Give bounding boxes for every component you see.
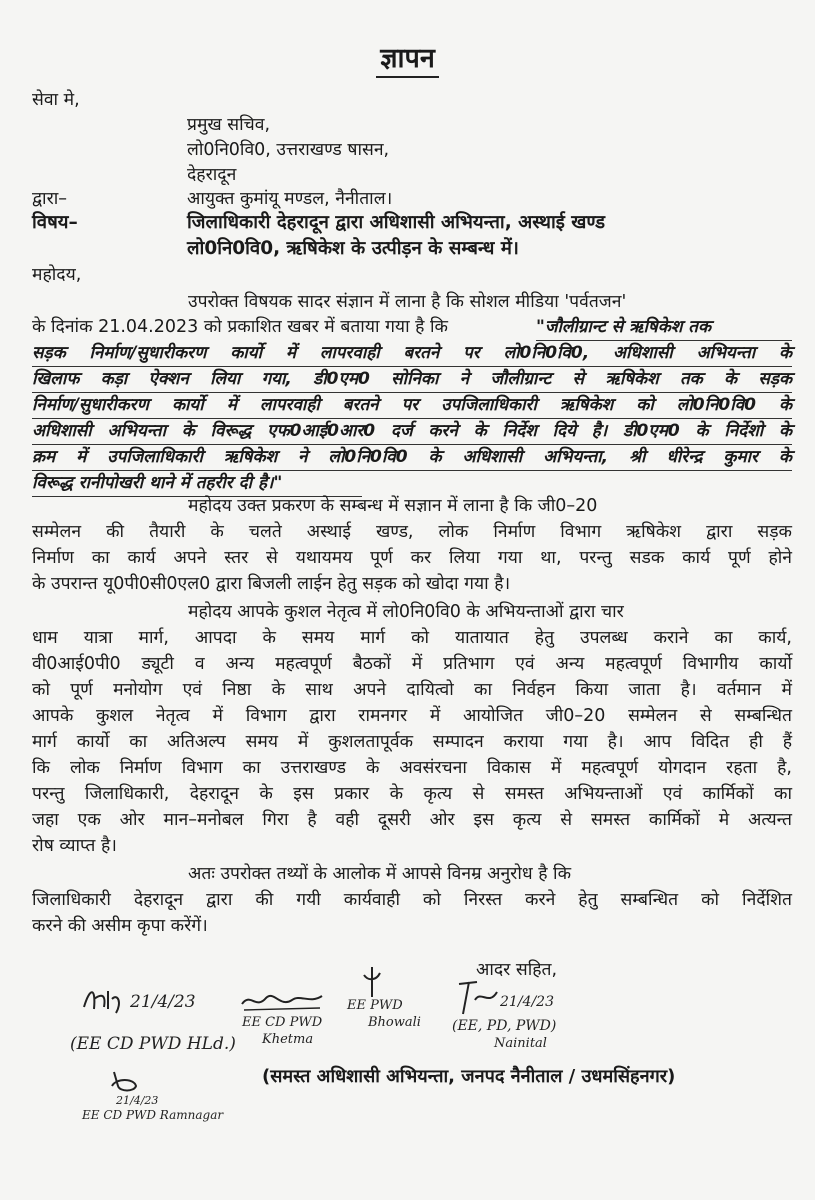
addressee-line-1: प्रमुख सचिव, [187, 115, 271, 135]
para4-line: अतः उपरोक्त तथ्यों के आलोक में आपसे विनम्र अनुरोध है कि [188, 864, 572, 884]
para2-line: महोदय उक्त प्रकरण के सम्बन्ध में सज्ञान में लाना है कि जी0–20 [188, 496, 598, 516]
signature-label: EE PWD [347, 998, 403, 1013]
quote-underline [32, 366, 792, 367]
closing: आदर सहित, [476, 960, 558, 980]
dwara-label: द्वारा– [32, 189, 68, 209]
subject-line-2: लो0नि0वि0, ऋषिकेश के उत्पीड़न के सम्बन्ध में। [187, 238, 519, 259]
subject-label: विषय– [32, 212, 78, 233]
quote-line: "जौलीग्रान्ट से ऋषिकेश तक [536, 317, 712, 337]
quote-line: सड़क निर्माण/सुधारीकरण कार्यो में लापरवाही बरतने पर लो0नि0वि0, अधिशासी अभियन्ता के [32, 343, 792, 363]
addressee-line-3: देहरादून [187, 165, 237, 185]
signature-scribble [455, 978, 500, 1018]
para3-line: कि लोक निर्माण विभाग का उत्तराखण्ड के अवसंरचना विकास में महत्वपूर्ण योगदान रहता है, [32, 758, 792, 778]
para2-line: सम्मेलन की तैयारी के चलते अस्थाई खण्ड, लोक निर्माण विभाग ऋषिकेश द्वारा सड़क [32, 522, 792, 542]
quote-underline [32, 418, 792, 419]
para3-line: महोदय आपके कुशल नेतृत्व में लो0नि0वि0 के अभियन्ताओं द्वारा चार [188, 602, 624, 622]
quote-line: क्रम में उपजिलाधिकारी ऋषिकेश ने लो0नि0वि0 के अधिशासी अभियन्ता, श्री धीरेन्द्र कुमार के [32, 447, 792, 467]
signature-label: EE CD PWD Ramnagar [82, 1108, 224, 1122]
dwara-value: आयुक्त कुमांयू मण्डल, नैनीताल। [187, 189, 393, 209]
page-title: ज्ञापन [0, 38, 815, 75]
quote-line: विरूद्ध रानीपोखरी थाने में तहरीर दी है।" [32, 473, 283, 493]
signature-place: Khetma [262, 1032, 314, 1047]
para3-line: परन्तु जिलाधिकारी, देहरादून के इस प्रकार के कृत्य से समस्त अभियन्ताओं एवं कार्मिकों का [32, 784, 792, 804]
quote-underline [32, 444, 792, 445]
signature-label: (EE, PD, PWD) [452, 1018, 557, 1034]
quote-line: अधिशासी अभियन्ता के विरूद्ध एफ0आई0आर0 दर्ज करने के निर्देश दिये है। डी0एम0 के निर्देशो के [32, 421, 792, 441]
signature-scribble [240, 990, 325, 1012]
para4-line: जिलाधिकारी देहरादून द्वारा की गयी कार्यवाही को निरस्त करने हेतु सम्बन्धित को निर्देशित [32, 890, 792, 910]
signature-date: 21/4/23 [130, 992, 196, 1012]
seva-me-label: सेवा मे, [32, 90, 80, 110]
quote-underline [32, 392, 792, 393]
quote-line: खिलाफ कड़ा ऐक्शन लिया गया, डी0एम0 सोनिका ने जौलीग्रान्ट से ऋषिकेश तक के सड़क [32, 369, 792, 389]
para1-line: के दिनांक 21.04.2023 को प्रकाशित खबर में बताया गया है कि [32, 317, 448, 337]
quote-underline [536, 340, 792, 341]
signature-date: 21/4/23 [116, 1094, 159, 1107]
signature-place: Bhowali [368, 1015, 421, 1030]
signature-scribble [362, 965, 382, 999]
signature-label: (EE CD PWD HLd.) [70, 1034, 236, 1054]
para2-line: निर्माण का कार्य अपने स्तर से यथायमय पूर्ण कर लिया गया था, परन्तु सडक कार्य पूर्ण होने [32, 548, 792, 568]
quote-underline [32, 470, 792, 471]
subject-line-1: जिलाधिकारी देहरादून द्वारा अधिशासी अभियन्ता, अस्थाई खण्ड [187, 212, 606, 233]
para3-line: आपके कुशल नेतृत्व में विभाग द्वारा रामनगर में आयोजित जी0–20 सम्मेलन से सम्बन्धित [32, 706, 792, 726]
para3-line: को पूर्ण मनोयोग एवं निष्ठा के साथ अपने दायित्वो का निर्वहन किया जाता है। वर्तमान में [32, 680, 792, 700]
para1-line: उपरोक्त विषयक सादर संज्ञान में लाना है कि सोशल मीडिया 'पर्वतजन' [188, 292, 627, 312]
signature-scribble [108, 1068, 142, 1094]
salutation: महोदय, [32, 265, 82, 285]
signature-label: EE CD PWD [242, 1015, 323, 1030]
para3-line: मार्ग कार्यो का अतिअल्प समय में कुशलतापूर्वक सम्पादन कराया गया है। आप विदित ही हैं [32, 732, 792, 752]
signature-date: 21/4/23 [500, 994, 554, 1010]
signoff: (समस्त अधिशासी अभियन्ता, जनपद नैनीताल / उधमसिंहनगर) [262, 1066, 676, 1087]
para3-line: धाम यात्रा मार्ग, आपदा के समय मार्ग को यातायात हेतु उपलब्ध कराने का कार्य, [32, 628, 792, 648]
para2-line: के उपरान्त यू0पी0सी0एल0 द्वारा बिजली लाईन हेतु सड़क को खोदा गया है। [32, 574, 511, 594]
para3-line: जहा एक ओर मान–मनोबल गिरा है वही दूसरी ओर इस कृत्य से समस्त कार्मिकों मे अत्यन्त [32, 810, 792, 830]
addressee-line-2: लो0नि0वि0, उत्तराखण्ड षासन, [187, 140, 390, 160]
para3-line: वी0आई0पी0 ड्यूटी व अन्य महत्वपूर्ण बैठकों में प्रतिभाग एवं अन्य महत्वपूर्ण विभागीय कार्यो [32, 654, 792, 674]
signature-place: Nainital [494, 1036, 547, 1051]
para4-line: करने की असीम कृपा करेंगें। [32, 916, 208, 936]
para3-line: रोष व्याप्त है। [32, 836, 117, 856]
quote-line: निर्माण/सुधारीकरण कार्यो में लापरवाही बरतने पर उपजिलाधिकारी ऋषिकेश को लो0नि0वि0 के [32, 395, 792, 415]
